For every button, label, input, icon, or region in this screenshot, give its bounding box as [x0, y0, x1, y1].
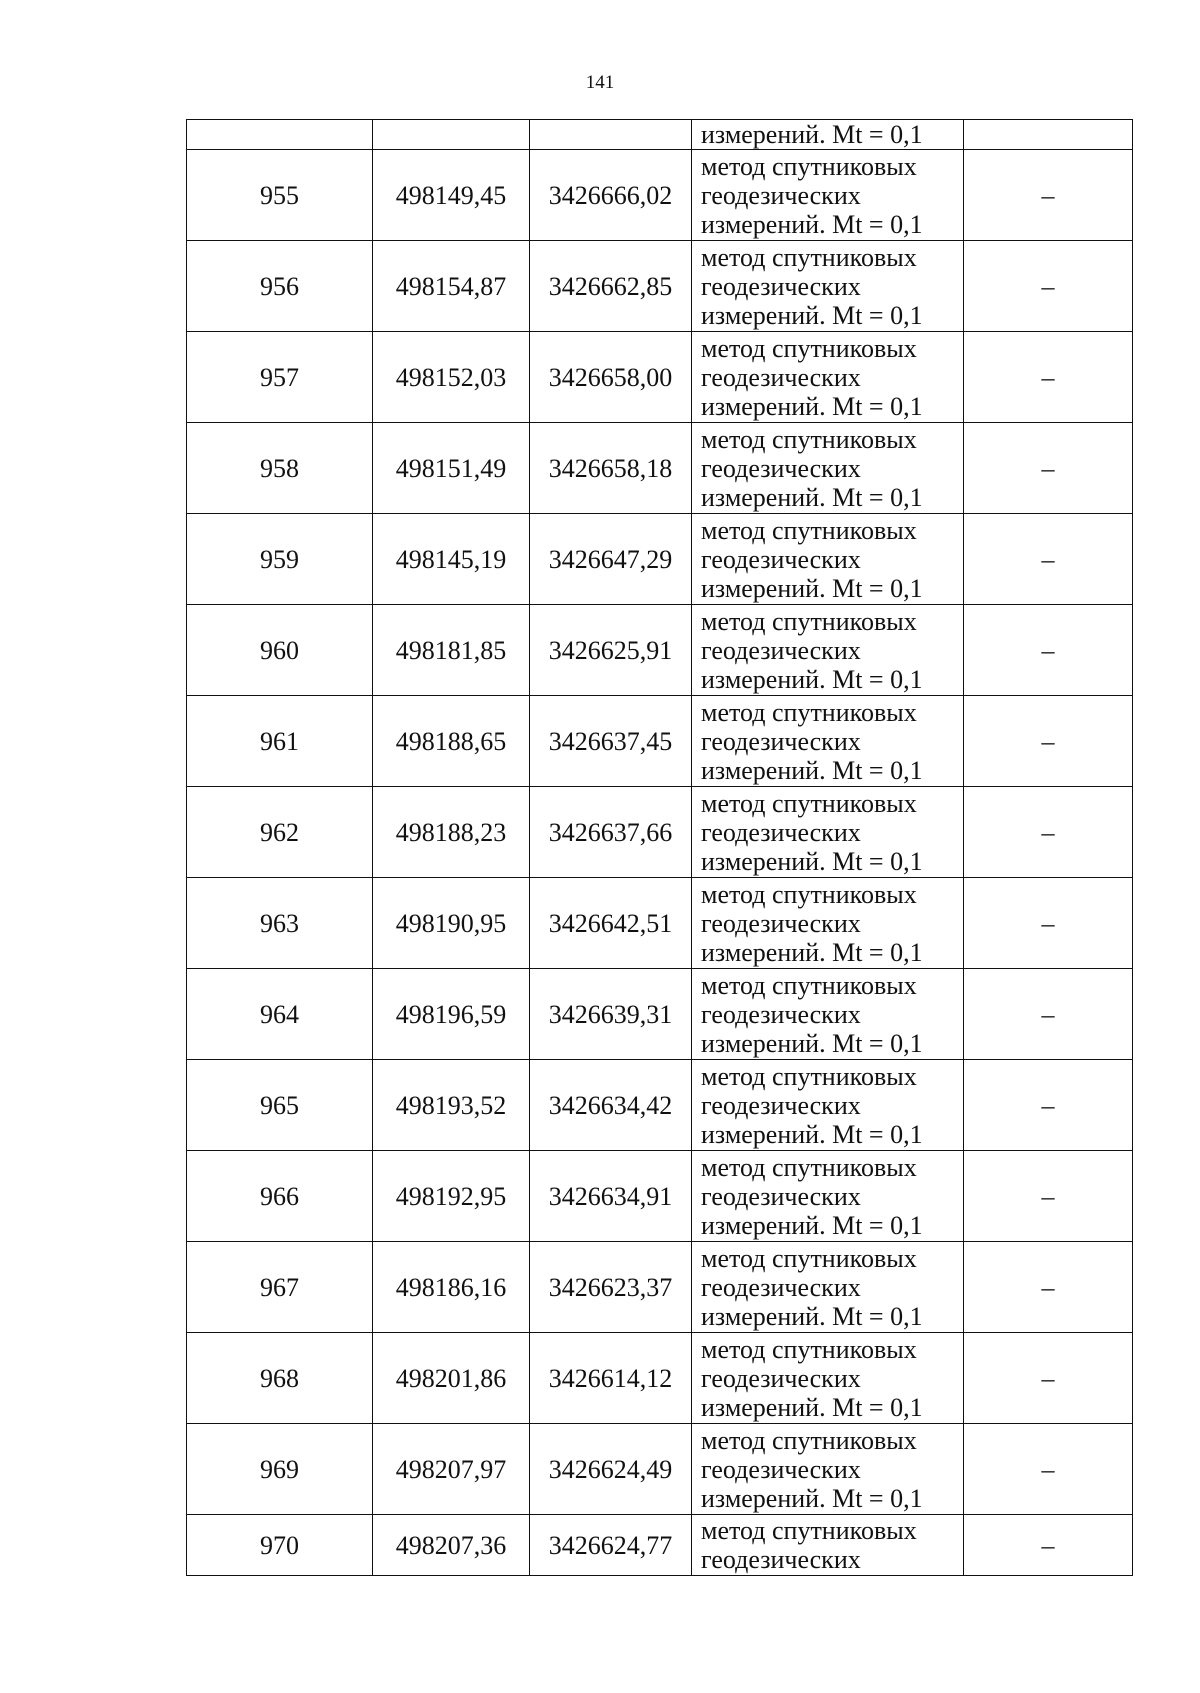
dash-cell: – — [964, 332, 1133, 423]
table-row — [187, 514, 1133, 605]
point-number-cell: 970 — [187, 1515, 373, 1576]
table-row — [187, 241, 1133, 332]
method-cell: метод спутниковых геодезических измерений. Mt = 0,1 — [692, 423, 964, 514]
point-number-cell: 967 — [187, 1242, 373, 1333]
y-coordinate-cell: 3426637,66 — [530, 787, 692, 878]
y-coordinate-cell: 3426647,29 — [530, 514, 692, 605]
table-row — [187, 1424, 1133, 1515]
y-coordinate-cell: 3426625,91 — [530, 605, 692, 696]
x-coordinate-cell: 498207,36 — [373, 1515, 530, 1576]
x-coordinate-cell: 498152,03 — [373, 332, 530, 423]
method-cell: метод спутниковых геодезических измерений. Mt = 0,1 — [692, 696, 964, 787]
y-coordinate-cell: 3426614,12 — [530, 1333, 692, 1424]
point-number-cell: 959 — [187, 514, 373, 605]
method-cell: метод спутниковых геодезических измерений. Mt = 0,1 — [692, 1060, 964, 1151]
dash-cell: – — [964, 150, 1133, 241]
point-number-cell: 956 — [187, 241, 373, 332]
dash-cell — [964, 120, 1133, 150]
y-coordinate-cell: 3426639,31 — [530, 969, 692, 1060]
point-number-cell: 969 — [187, 1424, 373, 1515]
y-coordinate-cell: 3426624,77 — [530, 1515, 692, 1576]
point-number-cell: 965 — [187, 1060, 373, 1151]
y-coordinate-cell: 3426666,02 — [530, 150, 692, 241]
method-cell: метод спутниковых геодезических измерений. Mt = 0,1 — [692, 605, 964, 696]
continuation-row — [187, 120, 1133, 150]
page-number: 141 — [585, 72, 615, 93]
dash-cell: – — [964, 241, 1133, 332]
dash-cell: – — [964, 1151, 1133, 1242]
x-coordinate-cell: 498188,23 — [373, 787, 530, 878]
method-cell: метод спутниковых геодезических измерений. Mt = 0,1 — [692, 241, 964, 332]
method-cell: метод спутниковых геодезических измерений. Mt = 0,1 — [692, 878, 964, 969]
method-cell: метод спутниковых геодезических — [692, 1515, 964, 1576]
table-row — [187, 1333, 1133, 1424]
dash-cell: – — [964, 696, 1133, 787]
y-coordinate-cell: 3426634,91 — [530, 1151, 692, 1242]
table-row — [187, 332, 1133, 423]
dash-cell: – — [964, 878, 1133, 969]
y-coordinate-cell: 3426634,42 — [530, 1060, 692, 1151]
dash-cell: – — [964, 1242, 1133, 1333]
x-coordinate-cell: 498196,59 — [373, 969, 530, 1060]
dash-cell: – — [964, 423, 1133, 514]
x-coordinate-cell: 498201,86 — [373, 1333, 530, 1424]
point-number-cell: 968 — [187, 1333, 373, 1424]
point-number-cell: 966 — [187, 1151, 373, 1242]
y-coordinate-cell — [530, 120, 692, 150]
point-number-cell: 962 — [187, 787, 373, 878]
method-cell: метод спутниковых геодезических измерений. Mt = 0,1 — [692, 1333, 964, 1424]
y-coordinate-cell: 3426637,45 — [530, 696, 692, 787]
y-coordinate-cell: 3426662,85 — [530, 241, 692, 332]
coordinates-table-body — [187, 120, 1133, 1576]
x-coordinate-cell: 498149,45 — [373, 150, 530, 241]
method-cell: измерений. Mt = 0,1 — [692, 120, 964, 150]
y-coordinate-cell: 3426658,00 — [530, 332, 692, 423]
table-row — [187, 1242, 1133, 1333]
x-coordinate-cell: 498207,97 — [373, 1424, 530, 1515]
point-number-cell: 964 — [187, 969, 373, 1060]
dash-cell: – — [964, 1424, 1133, 1515]
coordinates-table — [186, 119, 1133, 1576]
point-number-cell: 957 — [187, 332, 373, 423]
method-cell: метод спутниковых геодезических измерений. Mt = 0,1 — [692, 787, 964, 878]
y-coordinate-cell: 3426623,37 — [530, 1242, 692, 1333]
table-row — [187, 969, 1133, 1060]
x-coordinate-cell: 498188,65 — [373, 696, 530, 787]
x-coordinate-cell — [373, 120, 530, 150]
dash-cell: – — [964, 1060, 1133, 1151]
table-row — [187, 1515, 1133, 1576]
table-row — [187, 1151, 1133, 1242]
x-coordinate-cell: 498193,52 — [373, 1060, 530, 1151]
dash-cell: – — [964, 1333, 1133, 1424]
dash-cell: – — [964, 969, 1133, 1060]
method-cell: метод спутниковых геодезических измерений. Mt = 0,1 — [692, 150, 964, 241]
table-row — [187, 878, 1133, 969]
table-row — [187, 1060, 1133, 1151]
method-cell: метод спутниковых геодезических измерений. Mt = 0,1 — [692, 332, 964, 423]
x-coordinate-cell: 498192,95 — [373, 1151, 530, 1242]
y-coordinate-cell: 3426624,49 — [530, 1424, 692, 1515]
table-row — [187, 423, 1133, 514]
method-cell: метод спутниковых геодезических измерений. Mt = 0,1 — [692, 1151, 964, 1242]
x-coordinate-cell: 498145,19 — [373, 514, 530, 605]
method-cell: метод спутниковых геодезических измерений. Mt = 0,1 — [692, 514, 964, 605]
point-number-cell: 955 — [187, 150, 373, 241]
table-row — [187, 150, 1133, 241]
x-coordinate-cell: 498190,95 — [373, 878, 530, 969]
method-cell: метод спутниковых геодезических измерений. Mt = 0,1 — [692, 1424, 964, 1515]
dash-cell: – — [964, 1515, 1133, 1576]
table-row — [187, 605, 1133, 696]
dash-cell: – — [964, 787, 1133, 878]
point-number-cell — [187, 120, 373, 150]
dash-cell: – — [964, 514, 1133, 605]
method-cell: метод спутниковых геодезических измерений. Mt = 0,1 — [692, 1242, 964, 1333]
y-coordinate-cell: 3426642,51 — [530, 878, 692, 969]
x-coordinate-cell: 498154,87 — [373, 241, 530, 332]
x-coordinate-cell: 498186,16 — [373, 1242, 530, 1333]
table-row — [187, 787, 1133, 878]
table-row — [187, 696, 1133, 787]
point-number-cell: 961 — [187, 696, 373, 787]
x-coordinate-cell: 498181,85 — [373, 605, 530, 696]
point-number-cell: 963 — [187, 878, 373, 969]
dash-cell: – — [964, 605, 1133, 696]
x-coordinate-cell: 498151,49 — [373, 423, 530, 514]
y-coordinate-cell: 3426658,18 — [530, 423, 692, 514]
point-number-cell: 960 — [187, 605, 373, 696]
point-number-cell: 958 — [187, 423, 373, 514]
method-cell: метод спутниковых геодезических измерений. Mt = 0,1 — [692, 969, 964, 1060]
